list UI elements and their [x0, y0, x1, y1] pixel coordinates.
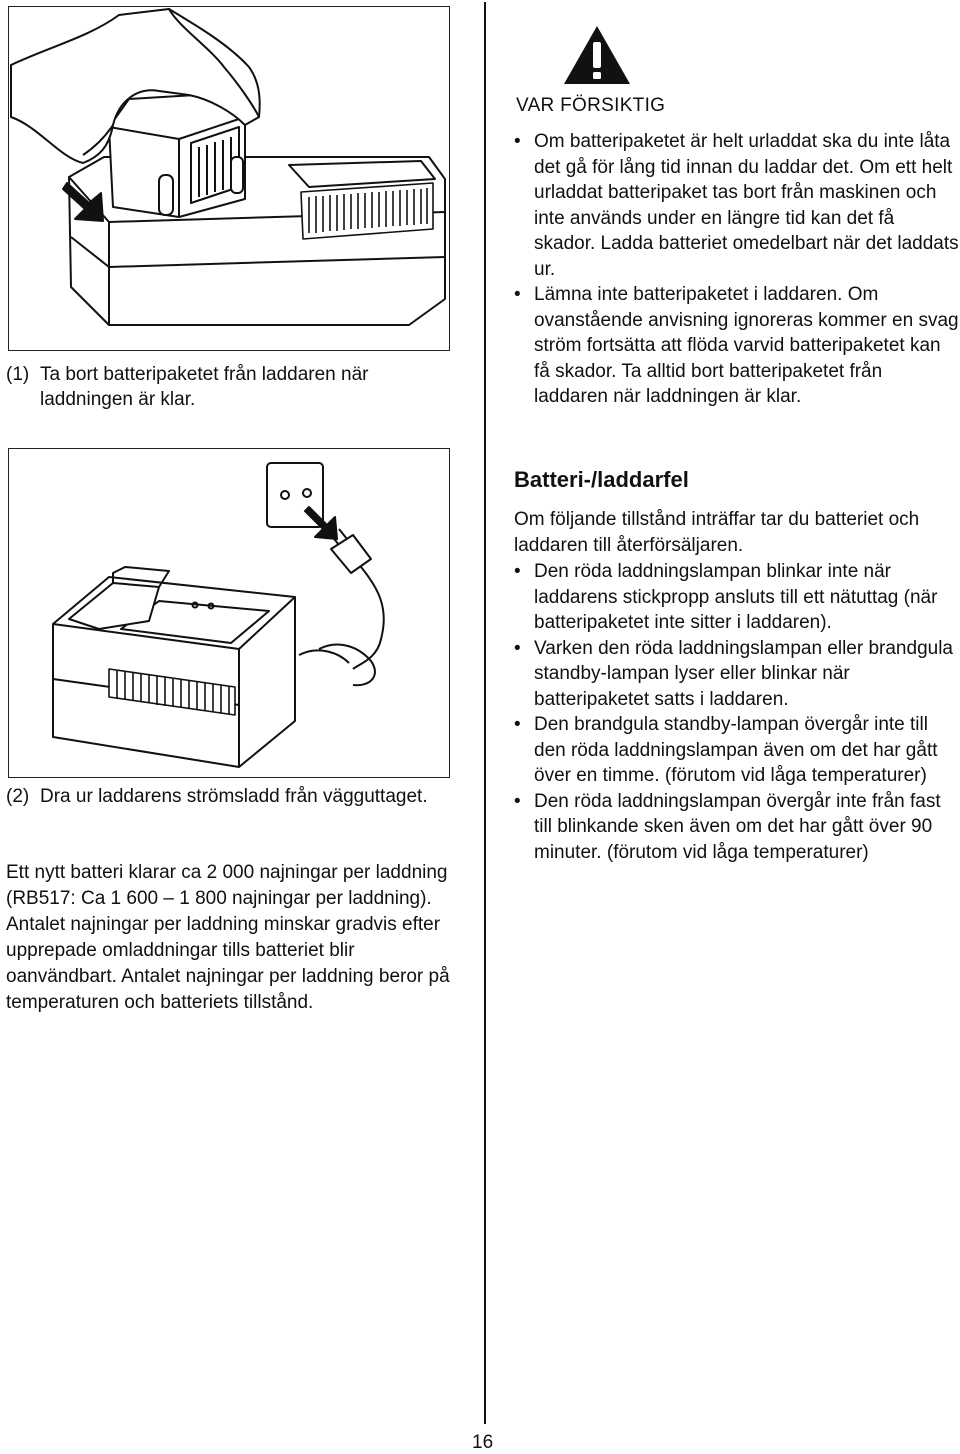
figure-remove-battery — [8, 6, 450, 351]
figure2-caption-text: Dra ur laddarens strömsladd från vägguttaget. — [40, 786, 428, 807]
column-divider — [484, 2, 486, 1424]
caution-list — [514, 129, 960, 410]
list-item — [514, 636, 960, 713]
battery-life-paragraph: Ett nytt batteri klarar ca 2 000 najningar per laddning (RB517: Ca 1 600 – 1 800 najningar per laddning). Antalet najningar per laddning minskar gradvis efter upprepade omladdningar tills batteriet blir oanvändbart. Antalet najningar per laddning beror på temperaturen och batteriets tillstånd. — [6, 862, 450, 1013]
fault-item-text: Den röda laddningslampan övergår inte från fast till blinkande sken även om det har gått över 90 minuter. (förutom vid låga temperaturer) — [534, 790, 941, 863]
bullet-icon: • — [514, 790, 521, 812]
page-number: 16 — [472, 1432, 494, 1453]
list-item — [514, 129, 960, 282]
bullet-icon: • — [514, 714, 521, 735]
bullet-icon: • — [514, 637, 521, 659]
figure1-caption-text: Ta bort batteripaketet från laddaren när laddningen är klar. — [40, 364, 369, 410]
figure-unplug-charger — [8, 448, 450, 778]
caution-item-text: Lämna inte batteripaketet i laddaren. Om ovanstående anvisning ignoreras kommer en svag ström fortsätta att flöda varvid batteripaketet kan få skador. Ta alltid bort batteripaketet från laddaren när laddningen är klar. — [534, 284, 959, 407]
charger-with-battery-illustration — [9, 7, 450, 351]
charger-unplug-illustration — [9, 449, 450, 778]
bullet-icon: • — [514, 131, 521, 152]
list-item — [514, 712, 960, 789]
fault-item-text: Den brandgula standby-lampan övergår inte till den röda laddningslampan även om det har gått över en timme. (förutom vid låga temperaturer) — [534, 714, 938, 786]
list-item — [514, 282, 960, 410]
bullet-icon: • — [514, 284, 521, 305]
figure2-step-number: (2) — [6, 786, 30, 807]
figure1-step-number: (1) — [6, 364, 30, 385]
fault-section-heading: Batteri-/laddarfel — [514, 467, 689, 492]
fault-item-text: Varken den röda laddningslampan eller brandgula standby-lampan lyser eller blinkar när batteripaketet satts i laddaren. — [534, 637, 953, 710]
bullet-icon: • — [514, 561, 521, 582]
figure2-caption — [6, 784, 446, 836]
fault-list — [514, 559, 960, 865]
list-item — [514, 789, 960, 866]
fault-item-text: Den röda laddningslampan blinkar inte när laddarens stickpropp ansluts till ett nätuttag (när batteripaketet inte sitter i laddaren). — [534, 561, 938, 633]
caution-item-text: Om batteripaketet är helt urladdat ska du inte låta det gå för lång tid innan du laddar det. Om ett helt urladdat batteripaket tas bort från maskinen och inte används under en längre tid kan det få skador. Ladda batteriet omedelbart när det laddats ur. — [534, 131, 959, 280]
list-item — [514, 559, 960, 636]
warning-triangle-icon — [562, 24, 632, 86]
caution-title: VAR FÖRSIKTIG — [516, 95, 666, 116]
fault-section-intro: Om följande tillstånd inträffar tar du batteriet och laddaren till återförsäljaren. — [514, 509, 920, 556]
figure1-caption — [6, 362, 446, 414]
